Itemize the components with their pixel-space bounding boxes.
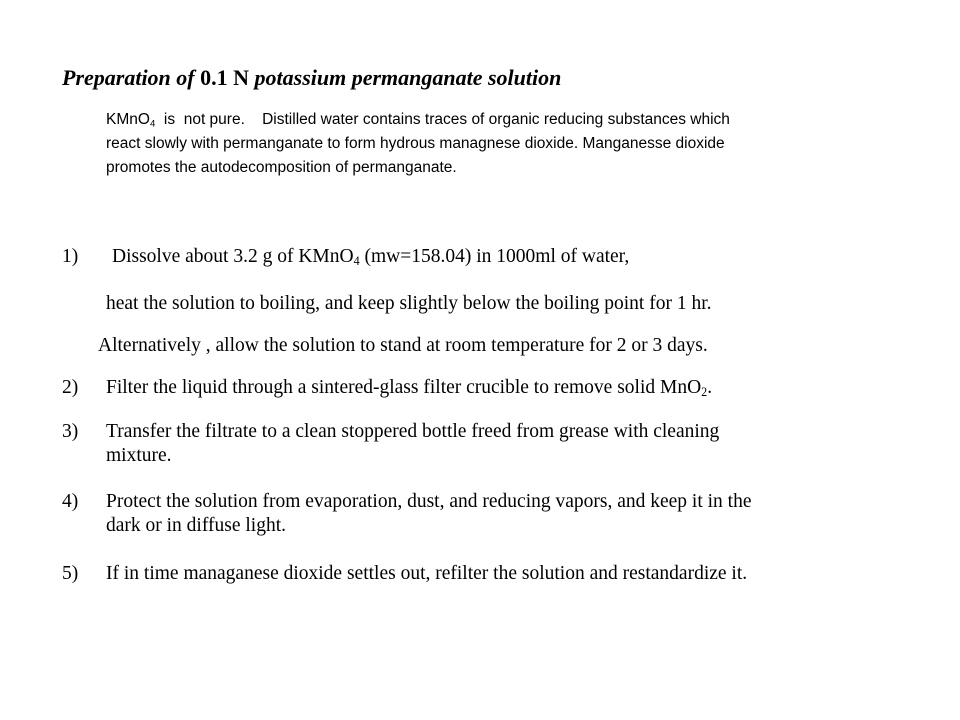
step-3-line-1: Transfer the filtrate to a clean stoppered bottle freed from grease with cleaning	[106, 421, 720, 442]
step-1-line-2: heat the solution to boiling, and keep slightly below the boiling point for 1 hr.	[106, 293, 712, 314]
intro-line-3: promotes the autodecomposition of permanganate.	[106, 159, 457, 176]
step-2-text-pre: Filter the liquid through a sintered-glass filter crucible to remove solid MnO	[106, 377, 702, 398]
step-3-number: 3)	[62, 421, 79, 442]
title-part-3: potassium permanganate solution	[254, 65, 562, 90]
step-3-text	[106, 420, 916, 468]
intro-paragraph	[106, 108, 906, 180]
step-1-number: 1)	[62, 246, 79, 267]
title-part-1: Preparation of	[62, 65, 195, 90]
step-2-text-post: .	[707, 377, 713, 398]
step-1-text-post: (mw=158.04) in 1000ml of water,	[359, 246, 630, 267]
intro-formula: KMnO	[106, 111, 150, 128]
step-1-line-3: Alternatively , allow the solution to stand at room temperature for 2 or 3 days.	[98, 335, 708, 356]
title-part-2: 0.1 N	[200, 65, 250, 90]
slide-title	[62, 64, 561, 92]
step-1-subscript: 4	[353, 254, 360, 269]
intro-line-2: react slowly with permanganate to form hydrous managnese dioxide. Manganesse dioxide	[106, 135, 725, 152]
step-4-line-1: Protect the solution from evaporation, dust, and reducing vapors, and keep it in the	[106, 491, 752, 512]
step-2-subscript: 2	[701, 385, 708, 400]
step-4-line-2: dark or in diffuse light.	[106, 515, 286, 536]
intro-line-1	[106, 108, 906, 132]
intro-formula-subscript: 4	[149, 118, 156, 130]
step-3-line-2: mixture.	[106, 445, 172, 466]
step-5-number: 5)	[62, 563, 79, 584]
step-4-text	[106, 490, 916, 538]
step-2-text	[106, 376, 916, 400]
step-5-line-1: If in time managanese dioxide settles out, refilter the solution and restandardize it.	[106, 563, 748, 584]
step-1-text-pre: Dissolve about 3.2 g of KMnO	[112, 246, 354, 267]
step-2-number: 2)	[62, 377, 79, 398]
step-1-line-1	[112, 245, 629, 269]
step-5-text	[106, 562, 916, 586]
step-4-number: 4)	[62, 491, 79, 512]
intro-line-1-text: is not pure. Distilled water contains traces of organic reducing substances which	[155, 111, 730, 128]
